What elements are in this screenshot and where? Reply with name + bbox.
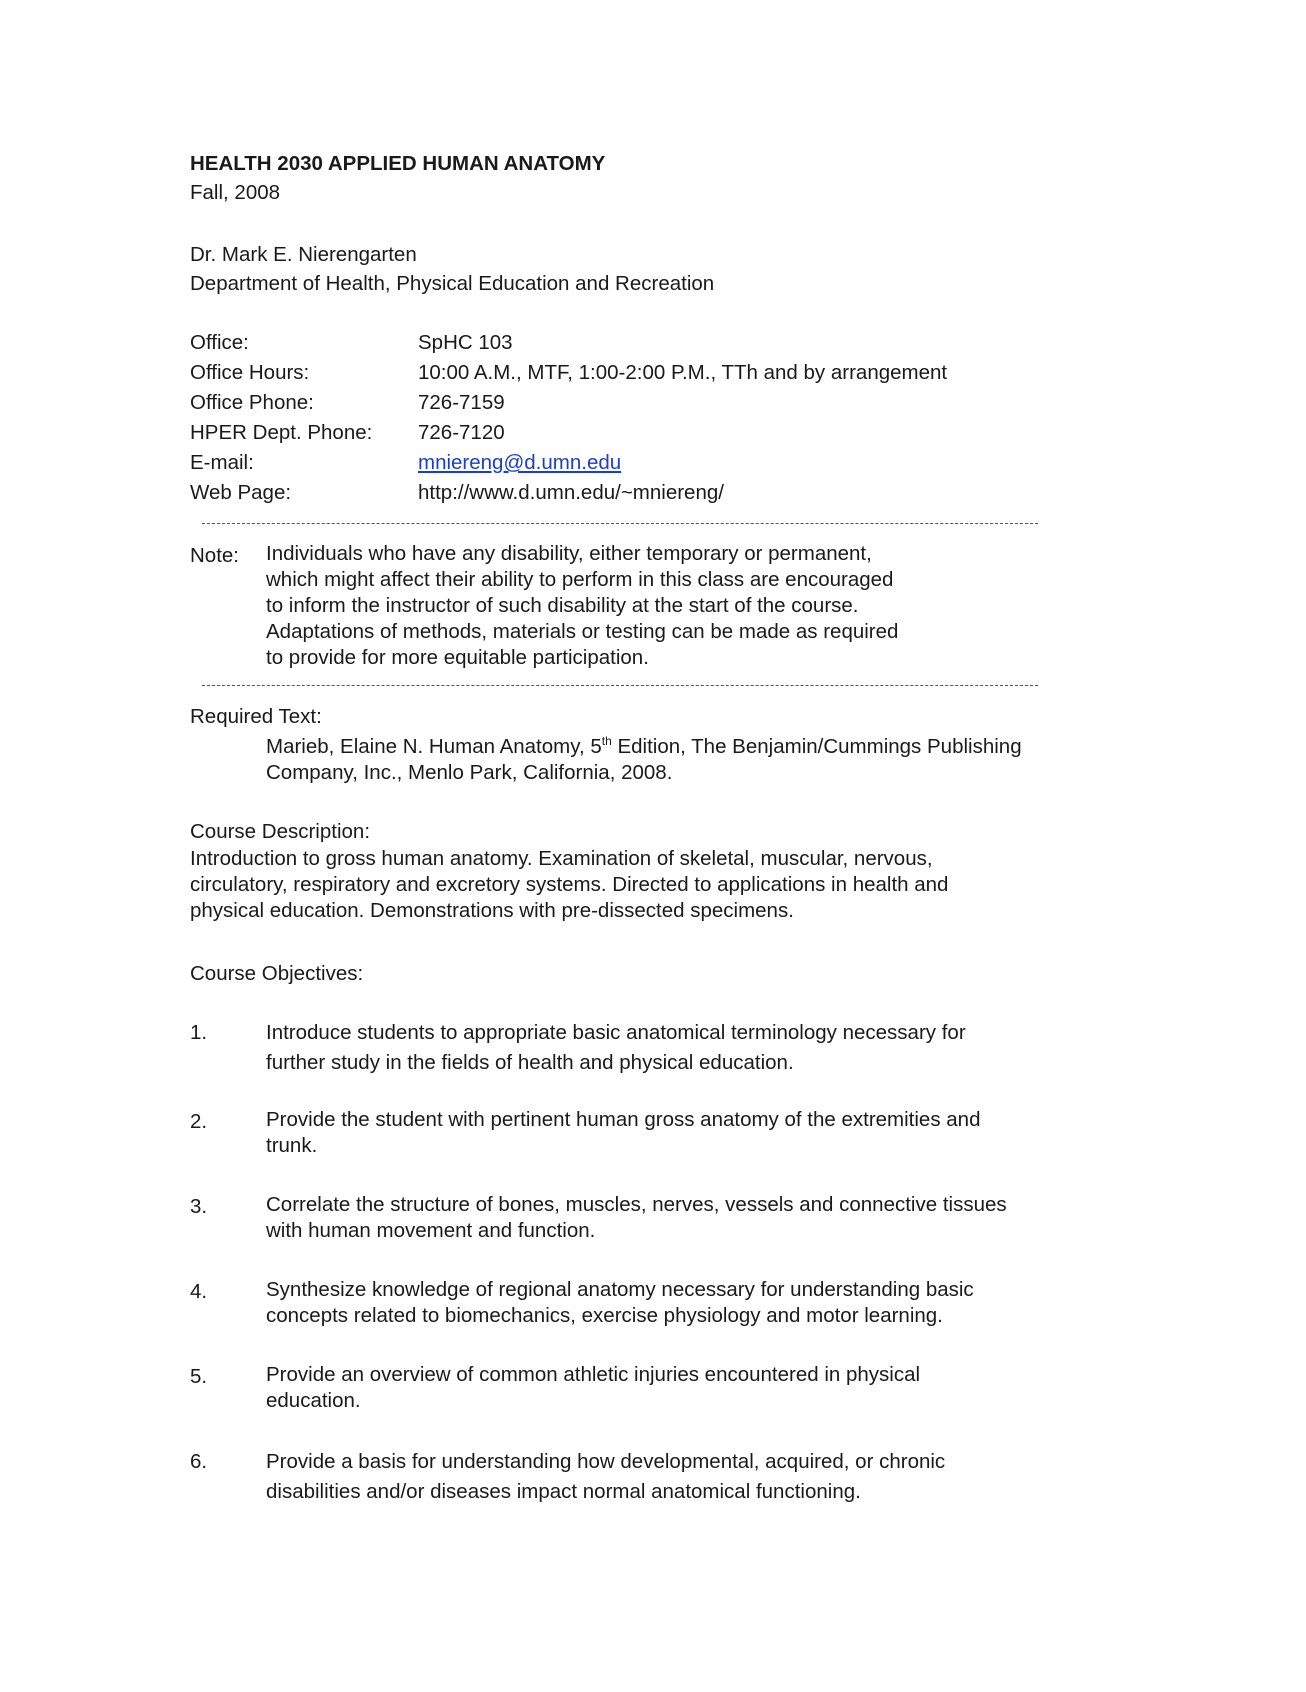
objective-line: disabilities and/or diseases impact normal anatomical functioning. bbox=[266, 1480, 861, 1503]
instructor-name: Dr. Mark E. Nierengarten bbox=[190, 243, 417, 266]
office-phone-value: 726-7159 bbox=[418, 391, 505, 414]
objective-number: 5. bbox=[190, 1365, 208, 1388]
citation-part: Edition, The Benjamin/Cummings Publishing bbox=[611, 735, 1022, 758]
office-value: SpHC 103 bbox=[418, 331, 513, 354]
web-page-label: Web Page: bbox=[190, 481, 292, 504]
objective-line: further study in the fields of health and physical education. bbox=[266, 1051, 794, 1074]
description-text bbox=[190, 846, 948, 924]
department: Department of Health, Physical Education and Recreation bbox=[190, 272, 715, 295]
objective-item bbox=[266, 1362, 920, 1414]
objective-line: Provide the student with pertinent human gross anatomy of the extremities and bbox=[266, 1108, 981, 1131]
required-text-heading: Required Text: bbox=[190, 705, 322, 728]
edition-superscript: th bbox=[601, 734, 612, 749]
objective-line: Correlate the structure of bones, muscles, nerves, vessels and connective tissues bbox=[266, 1193, 1007, 1216]
required-text-citation-line: Company, Inc., Menlo Park, California, 2008. bbox=[266, 761, 673, 784]
term: Fall, 2008 bbox=[190, 181, 281, 204]
objective-item bbox=[266, 1277, 974, 1329]
required-text-citation-line bbox=[266, 735, 1022, 759]
objective-item bbox=[266, 1192, 1007, 1244]
note-label: Note: bbox=[190, 544, 239, 567]
objective-line: Provide a basis for understanding how developmental, acquired, or chronic bbox=[266, 1450, 946, 1473]
objective-line: Synthesize knowledge of regional anatomy necessary for understanding basic bbox=[266, 1278, 974, 1301]
citation-part: Marieb, Elaine N. Human Anatomy, 5 bbox=[266, 735, 602, 758]
divider bbox=[202, 523, 1038, 524]
objective-number: 4. bbox=[190, 1280, 208, 1303]
description-line: circulatory, respiratory and excretory systems. Directed to applications in health and bbox=[190, 873, 949, 896]
office-hours-label: Office Hours: bbox=[190, 361, 310, 384]
web-page-url: http://www.d.umn.edu/~mniereng/ bbox=[418, 481, 724, 504]
email-label: E-mail: bbox=[190, 451, 254, 474]
note-line: which might affect their ability to perform in this class are encouraged bbox=[266, 568, 894, 591]
dept-phone-value: 726-7120 bbox=[418, 421, 505, 444]
note-line: Adaptations of methods, materials or testing can be made as required bbox=[266, 620, 899, 643]
course-title: HEALTH 2030 APPLIED HUMAN ANATOMY bbox=[190, 152, 606, 175]
objective-number: 6. bbox=[190, 1450, 208, 1473]
email-link[interactable]: mniereng@d.umn.edu bbox=[418, 451, 622, 474]
objective-line: concepts related to biomechanics, exercise physiology and motor learning. bbox=[266, 1304, 943, 1327]
objective-line: trunk. bbox=[266, 1134, 318, 1157]
divider bbox=[202, 685, 1038, 686]
objective-item bbox=[266, 1107, 980, 1159]
objective-number: 1. bbox=[190, 1021, 208, 1044]
objective-line: with human movement and function. bbox=[266, 1219, 596, 1242]
dept-phone-label: HPER Dept. Phone: bbox=[190, 421, 373, 444]
note-text bbox=[266, 541, 898, 671]
objective-item bbox=[266, 1018, 966, 1078]
objective-line: education. bbox=[266, 1389, 361, 1412]
objective-line: Provide an overview of common athletic injuries encountered in physical bbox=[266, 1363, 921, 1386]
note-line: Individuals who have any disability, either temporary or permanent, bbox=[266, 542, 872, 565]
objective-line: Introduce students to appropriate basic anatomical terminology necessary for bbox=[266, 1021, 966, 1044]
description-line: Introduction to gross human anatomy. Examination of skeletal, muscular, nervous, bbox=[190, 847, 933, 870]
objectives-heading: Course Objectives: bbox=[190, 962, 364, 985]
office-label: Office: bbox=[190, 331, 249, 354]
description-line: physical education. Demonstrations with pre-dissected specimens. bbox=[190, 899, 794, 922]
note-line: to provide for more equitable participation. bbox=[266, 646, 649, 669]
office-phone-label: Office Phone: bbox=[190, 391, 314, 414]
description-heading: Course Description: bbox=[190, 820, 371, 843]
objective-number: 2. bbox=[190, 1110, 208, 1133]
objective-item bbox=[266, 1447, 945, 1507]
note-line: to inform the instructor of such disability at the start of the course. bbox=[266, 594, 859, 617]
office-hours-value: 10:00 A.M., MTF, 1:00-2:00 P.M., TTh and by arrangement bbox=[418, 361, 948, 384]
objective-number: 3. bbox=[190, 1195, 208, 1218]
